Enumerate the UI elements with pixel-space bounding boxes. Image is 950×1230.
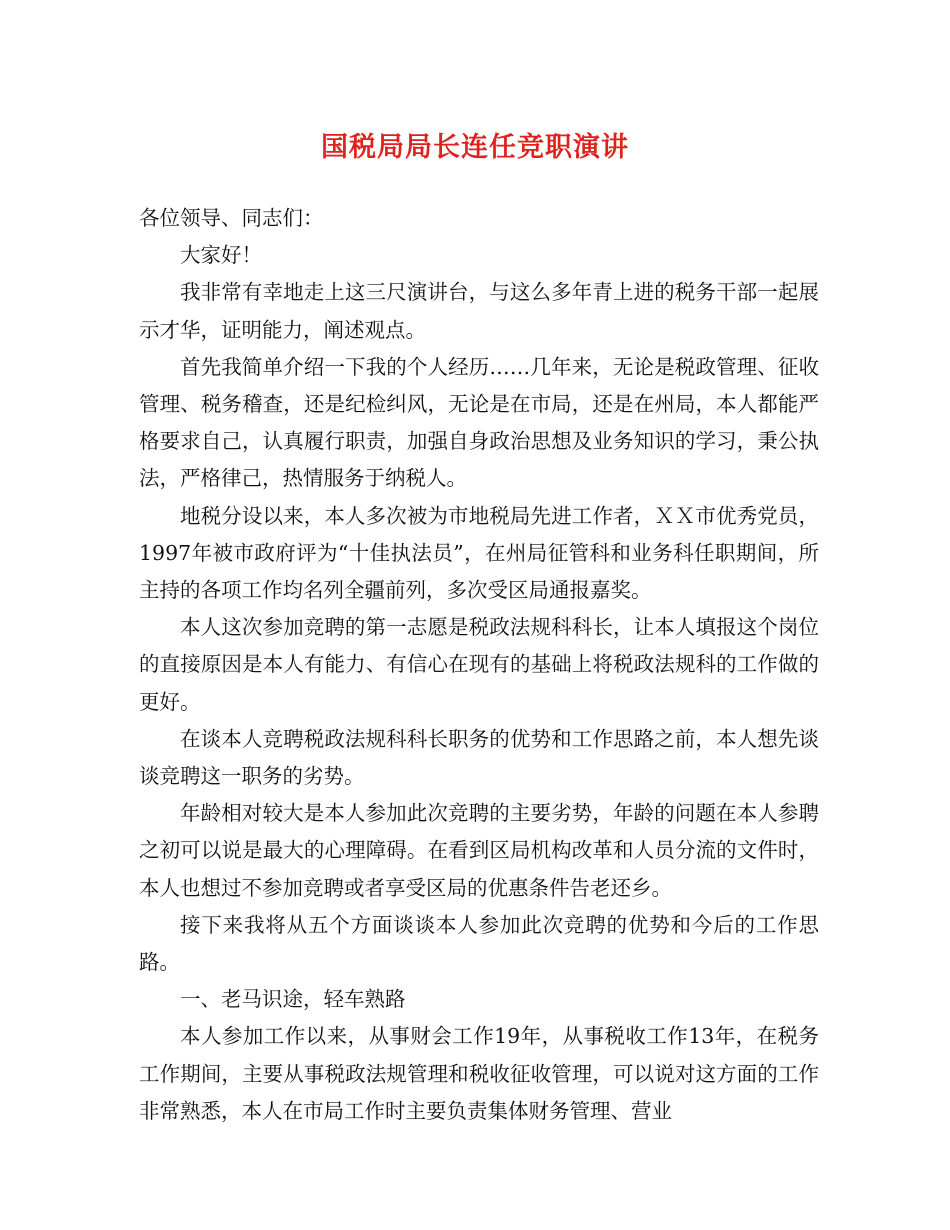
- document-title: 国税局局长连任竞职演讲: [321, 132, 629, 163]
- paragraph-first-choice: 本人这次参加竞聘的第一志愿是税政法规科科长，让本人填报这个岗位的直接原因是本人有能力、有信心在现有的基础上将税政法规科的工作做的更好。: [139, 615, 819, 714]
- document-body: [139, 200, 819, 1130]
- paragraph-weakness-intro: 在谈本人竞聘税政法规科科长职务的优势和工作思路之前，本人想先谈谈竞聘这一职务的劣势。: [139, 726, 819, 789]
- section-heading-one: 一、老马识途，轻车熟路: [180, 987, 406, 1012]
- paragraph-age: 年龄相对较大是本人参加此次竞聘的主要劣势，年龄的问题在本人参聘之初可以说是最大的心理障碍。在看到区局机构改革和人员分流的文件时，本人也想过不参加竞聘或者享受区局的优惠条件告老还乡。: [139, 801, 819, 900]
- salutation: 各位领导、同志们：: [139, 206, 324, 230]
- paragraph-work-history: 本人参加工作以来，从事财会工作19年，从事税收工作13年，在税务工作期间，主要从事税政法规管理和税收征收管理，可以说对这方面的工作非常熟悉，本人在市局工作时主要负责集体财务管理、营业: [139, 1024, 819, 1123]
- paragraph-experience: 首先我简单介绍一下我的个人经历……几年来，无论是税政管理、征收管理、税务稽查，还是纪检纠风，无论是在市局，还是在州局，本人都能严格要求自己，认真履行职责，加强自身政治思想及业务知识的学习，秉公执法，严格律己，热情服务于纳税人。: [139, 354, 819, 491]
- paragraph-honors: 地税分设以来，本人多次被为市地税局先进工作者，ＸＸ市优秀党员，1997年被市政府评为“十佳执法员”，在州局征管科和业务科任职期间，所主持的各项工作均名列全疆前列，多次受区局通报嘉奖。: [139, 503, 819, 603]
- paragraph-greeting: 大家好！: [180, 243, 262, 268]
- paragraph-five-aspects: 接下来我将从五个方面谈谈本人参加此次竞聘的优势和今后的工作思路。: [139, 912, 819, 975]
- paragraph-intro: 我非常有幸地走上这三尺演讲台，与这么多年青上进的税务干部一起展示才华，证明能力，阐述观点。: [139, 280, 819, 342]
